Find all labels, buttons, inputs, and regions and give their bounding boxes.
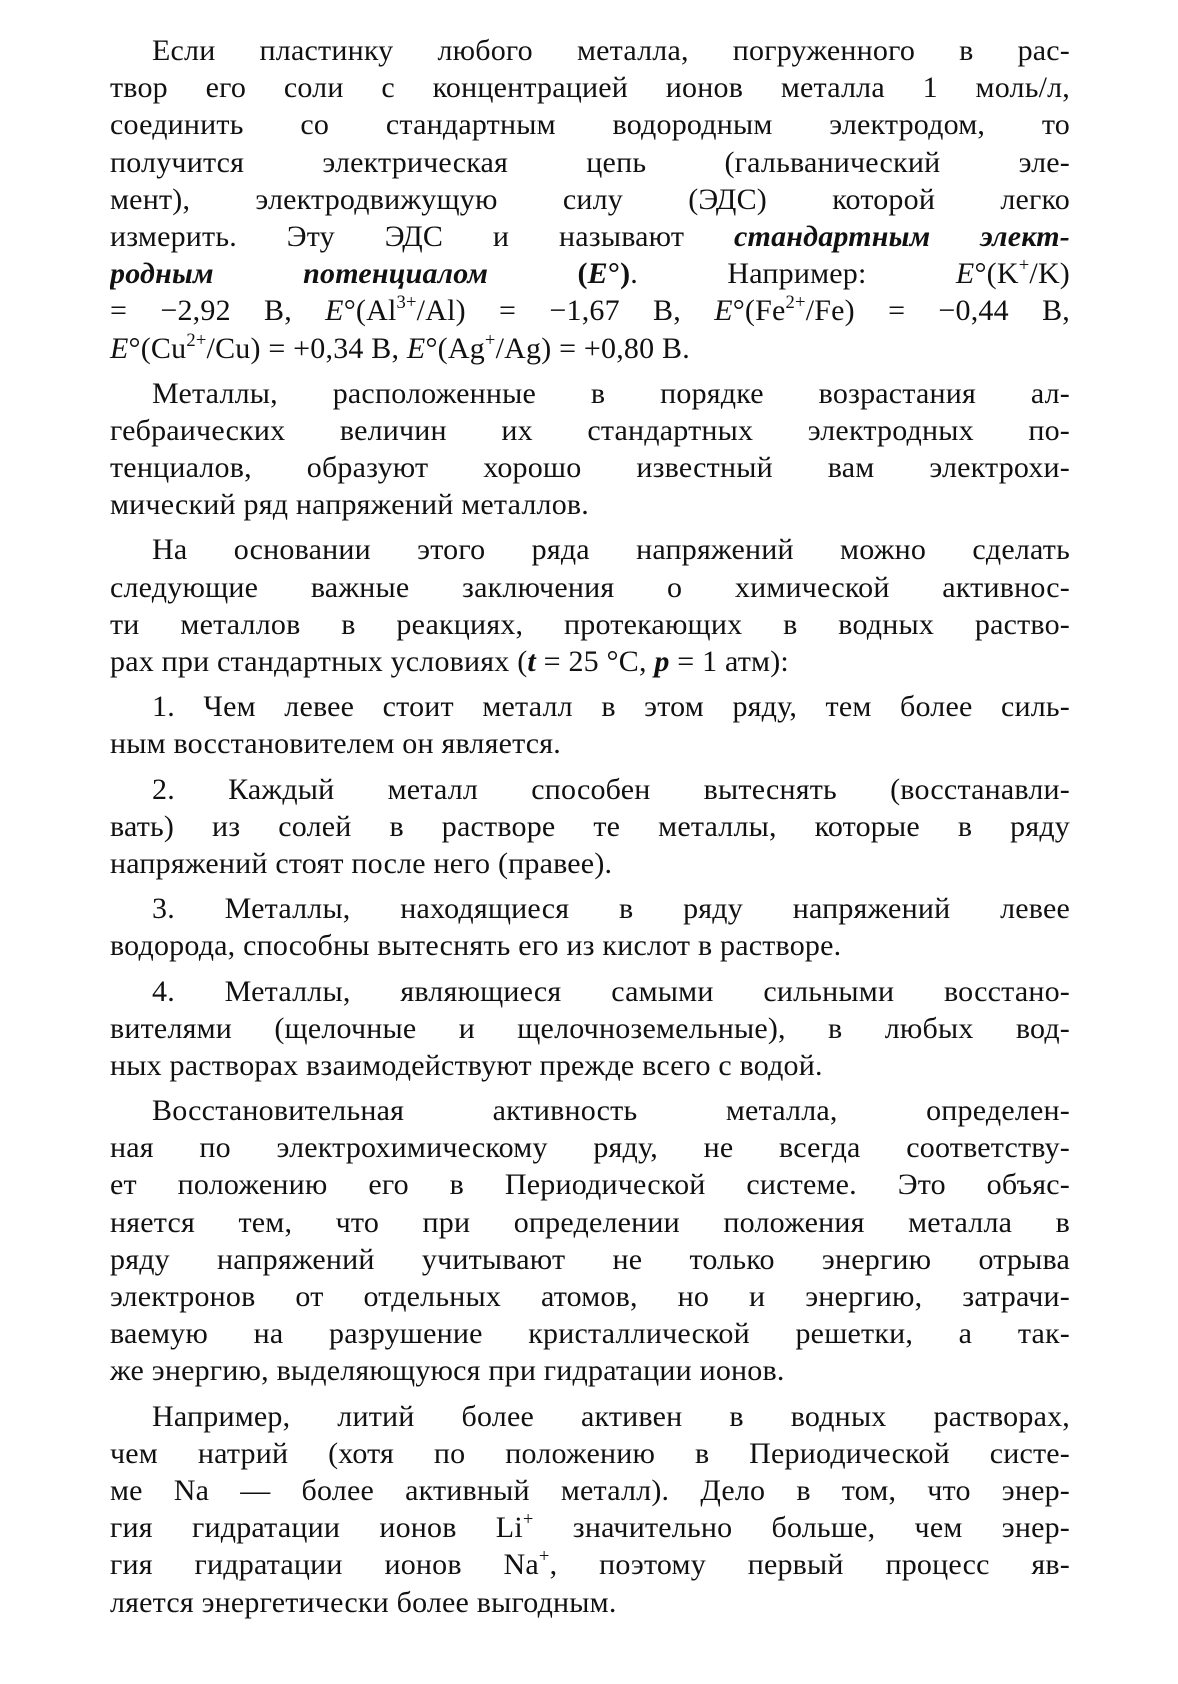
text-line: следующие важные заключения о химической активнос- xyxy=(110,570,1070,604)
text-line: ме Na — более активный металл). Дело в том, что энер- xyxy=(110,1473,1070,1507)
text-line: рах при стандартных условиях (t = 25 °С, p = 1 атм): xyxy=(110,645,789,678)
text-line: вать) из солей в растворе те металлы, которые в ряду xyxy=(110,809,1070,843)
text-line: ряду напряжений учитывают не только энергию отрыва xyxy=(110,1242,1070,1276)
text-line: ная по электрохимическому ряду, не всегда соответству- xyxy=(110,1131,1070,1165)
text-line: мент), электродвижущую силу (ЭДС) которой легко xyxy=(110,182,1070,216)
text-line: напряжений стоят после него (правее). xyxy=(110,846,613,880)
text-line: родным потенциалом (E°). Например: E°(K+/K) xyxy=(110,255,1070,291)
list-item xyxy=(110,973,1070,1085)
text-line: твор его соли с концентрацией ионов металла 1 моль/л, xyxy=(110,71,1070,105)
text-line: Например, литий более активен в водных растворах, xyxy=(152,1399,1070,1433)
document-page xyxy=(110,32,1070,1621)
text-line: мический ряд напряжений металлов. xyxy=(110,488,589,522)
paragraph-conclusions-intro xyxy=(110,531,1070,680)
text-line: Восстановительная активность металла, определен- xyxy=(152,1094,1070,1128)
text-line: чем натрий (хотя по положению в Периодической систе- xyxy=(110,1436,1070,1470)
text-line: гия гидратации ионов Li+ значительно больше, чем энер- xyxy=(110,1509,1070,1545)
paragraph-reducing-activity xyxy=(110,1092,1070,1390)
text-line: же энергию, выделяющуюся при гидратации ионов. xyxy=(110,1354,785,1388)
text-line: гия гидратации ионов Na+, поэтому первый процесс яв- xyxy=(110,1546,1070,1582)
text-line: няется тем, что при определении положения металла в xyxy=(110,1205,1070,1239)
paragraph-standard-potential xyxy=(110,32,1070,367)
term-emphasis: стандартным элект- xyxy=(734,219,1070,253)
text-line: тенциалов, образуют хорошо известный вам электрохи- xyxy=(110,451,1070,485)
text-line: 4. Металлы, являющиеся самыми сильными восстано- xyxy=(152,974,1070,1008)
text-line: ным восстановителем он является. xyxy=(110,727,561,761)
text-line: 1. Чем левее стоит металл в этом ряду, тем более силь- xyxy=(152,690,1070,724)
text-line: = −2,92 В, $E^\circ(Al^{3+}/Al) = -1,67$ В, $E^\circ(Fe^{2+}/Fe) = -0,44$ В, xyxy=(110,292,1070,328)
text-line: Если пластинку любого металла, погруженного в рас- xyxy=(152,34,1070,67)
list-item xyxy=(110,688,1070,762)
text-line: измерить. Эту ЭДС и называют стандартным элект- xyxy=(110,219,1070,253)
text-line: получится электрическая цепь (гальванический эле- xyxy=(110,145,1070,179)
text-line: 2. Каждый металл способен вытеснять (восстанавли- xyxy=(152,772,1070,806)
text-line: ных растворах взаимодействуют прежде всего с водой. xyxy=(110,1048,823,1082)
list-item xyxy=(110,890,1070,964)
term-emphasis: родным потенциалом xyxy=(110,257,489,291)
text-line: соединить со стандартным водородным электродом, то xyxy=(110,108,1070,142)
text-line: водорода, способны вытеснять его из кислот в растворе. xyxy=(110,929,842,963)
text-line: ваемую на разрушение кристаллической решетки, а так- xyxy=(110,1317,1070,1351)
paragraph-lithium-example xyxy=(110,1398,1070,1621)
text-line: ляется энергетически более выгодным. xyxy=(110,1585,617,1619)
text-line: ти металлов в реакциях, протекающих в водных раство- xyxy=(110,607,1070,641)
text-line: ет положению его в Периодической системе. Это объяс- xyxy=(110,1168,1070,1202)
text-line: 3. Металлы, находящиеся в ряду напряжений левее xyxy=(152,892,1070,926)
text-line: гебраических величин их стандартных электродных по- xyxy=(110,413,1070,447)
text-line: Металлы, расположенные в порядке возрастания ал- xyxy=(152,376,1070,410)
paragraph-metal-series xyxy=(110,375,1070,524)
text-line: вителями (щелочные и щелочноземельные), в любых вод- xyxy=(110,1011,1070,1045)
list-item xyxy=(110,771,1070,883)
text-line: $E^\circ(Cu^{2+}/Cu) = +0,34$ В, E°(Ag+/Ag) = +0,80 В. xyxy=(110,329,690,365)
text-line: На основании этого ряда напряжений можно сделать xyxy=(152,533,1070,567)
text-line: электронов от отдельных атомов, но и энергию, затрачи- xyxy=(110,1280,1070,1313)
